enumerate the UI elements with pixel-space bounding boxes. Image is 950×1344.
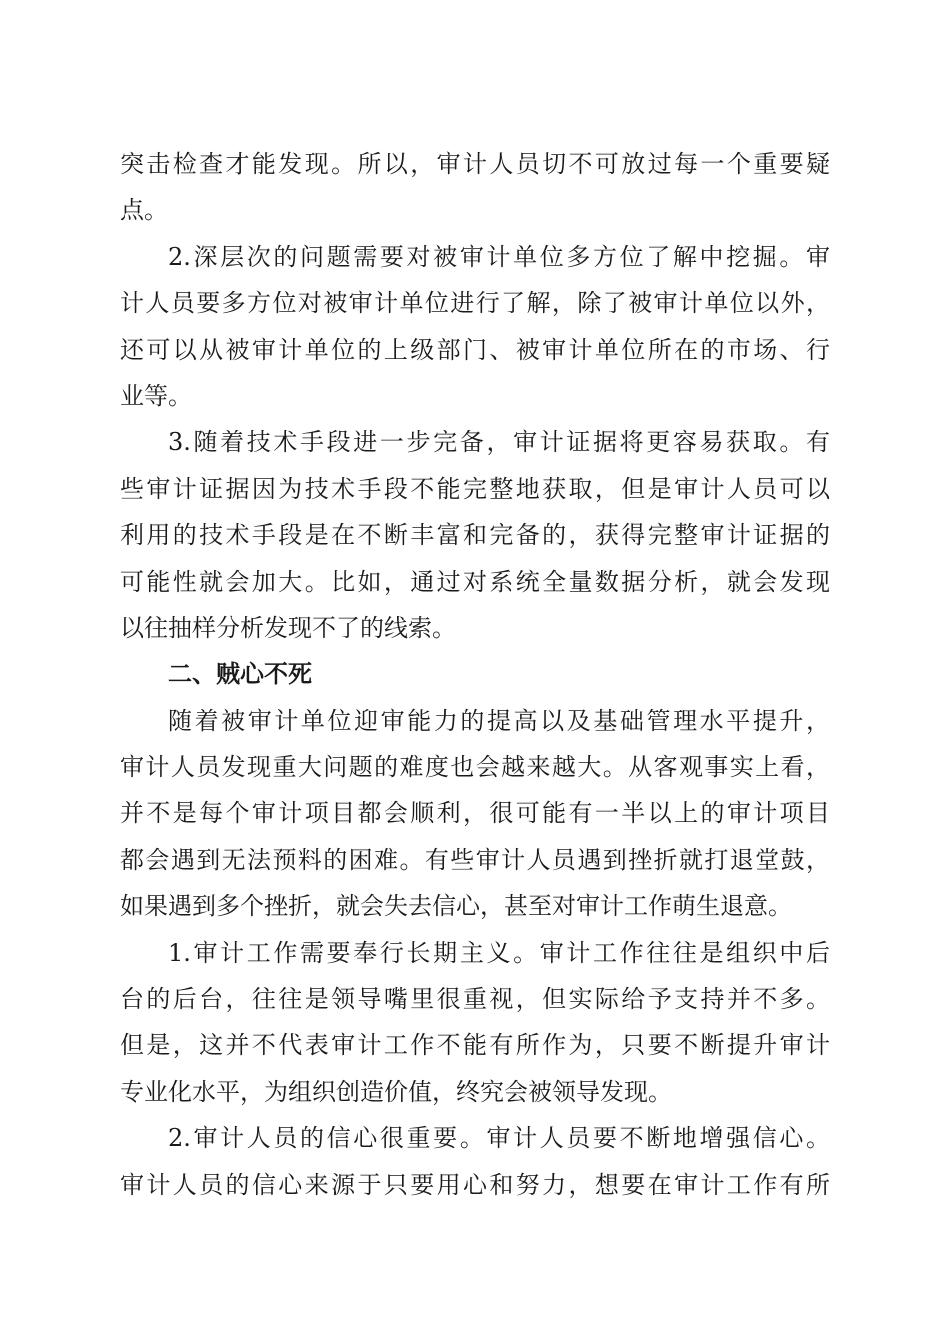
paragraph-line: 利用的技术手段是在不断丰富和完备的，获得完整审计证据的	[120, 521, 830, 550]
paragraph-line: 突击检查才能发现。所以，审计人员切不可放过每一个重要疑	[120, 150, 830, 178]
paragraph-line: 2.审计人员的信心很重要。审计人员要不断地增强信心。	[168, 1124, 830, 1153]
paragraph-line: 审计人员的信心来源于只要用心和努力，想要在审计工作有所	[120, 1170, 830, 1199]
body-text	[120, 141, 830, 1208]
paragraph-line: 业等。	[120, 381, 192, 410]
paragraph-line: 还可以从被审计单位的上级部门、被审计单位所在的市场、行	[120, 335, 830, 364]
paragraph-line: 1.审计工作需要奉行长期主义。审计工作往往是组织中后	[168, 938, 830, 967]
paragraph-line: 专业化水平，为组织创造价值，终究会被领导发现。	[120, 1077, 672, 1106]
paragraph-line: 台的后台，往往是领导嘴里很重视，但实际给予支持并不多。	[120, 985, 830, 1014]
paragraph-line: 以往抽样分析发现不了的线索。	[120, 613, 456, 642]
paragraph-line: 都会遇到无法预料的困难。有些审计人员遇到挫折就打退堂鼓，	[120, 845, 830, 874]
paragraph-line: 2.深层次的问题需要对被审计单位多方位了解中挖掘。审	[168, 242, 830, 271]
paragraph-line: 审计人员发现重大问题的难度也会越来越大。从客观事实上看，	[120, 753, 830, 782]
paragraph-line: 随着被审计单位迎审能力的提高以及基础管理水平提升，	[168, 706, 830, 735]
paragraph-line: 3.随着技术手段进一步完备，审计证据将更容易获取。有	[168, 428, 830, 457]
paragraph-line: 可能性就会加大。比如，通过对系统全量数据分析，就会发现	[120, 567, 830, 596]
paragraph-line: 计人员要多方位对被审计单位进行了解，除了被审计单位以外，	[120, 289, 830, 318]
paragraph-line: 些审计证据因为技术手段不能完整地获取，但是审计人员可以	[120, 474, 830, 503]
paragraph-line: 点。	[120, 196, 168, 225]
paragraph-line: 但是，这并不代表审计工作不能有所作为，只要不断提升审计	[120, 1031, 830, 1060]
paragraph-line: 如果遇到多个挫折，就会失去信心，甚至对审计工作萌生退意。	[120, 892, 792, 921]
paragraph-line: 并不是每个审计项目都会顺利，很可能有一半以上的审计项目	[120, 799, 830, 828]
section-heading: 二、贼心不死	[168, 660, 312, 689]
